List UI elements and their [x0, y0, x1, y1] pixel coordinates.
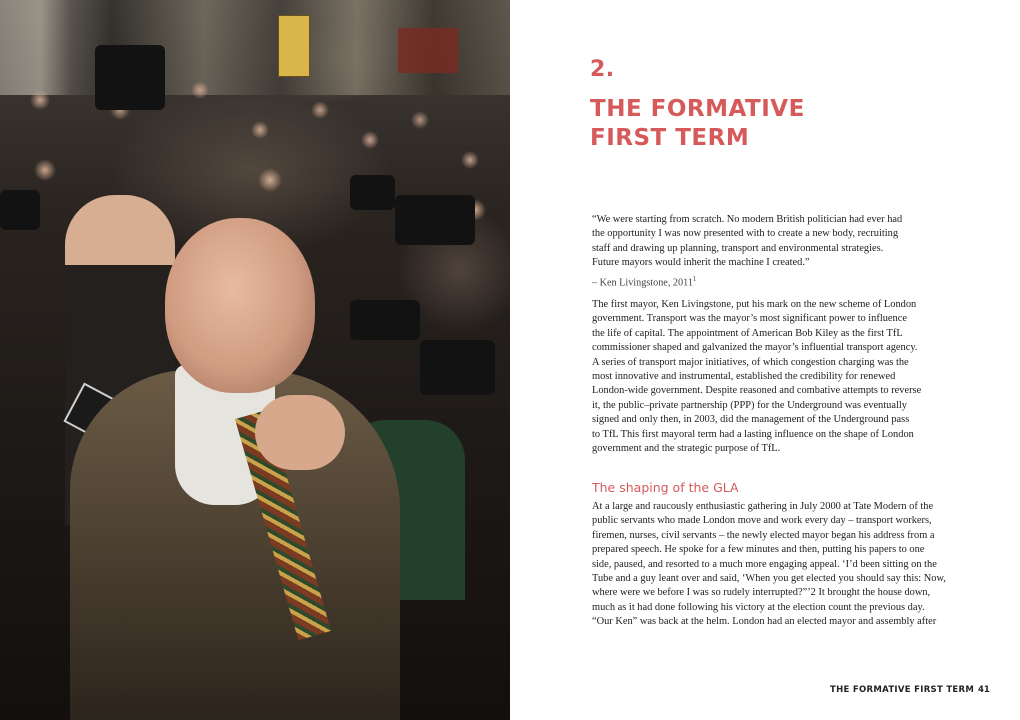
epigraph-line: “We were starting from scratch. No modern British politician had ever had — [592, 214, 903, 225]
section-line: Tube and a guy leant over and said, ‘When you get elected you should say this: Now, — [592, 573, 946, 585]
chapter-title-line: THE FORMATIVE — [590, 96, 805, 122]
photo-mayor-hand — [255, 395, 345, 470]
photo-sign — [398, 28, 458, 73]
photo-mayor-head — [165, 218, 315, 393]
body-line: signed and only then, in 2003, did the management of the Underground pass — [592, 414, 910, 426]
section-line: firemen, nurses, civil servants – the newly elected mayor began his address from a — [592, 529, 935, 541]
footnote-marker: 1 — [692, 275, 697, 283]
photo-camera — [95, 45, 165, 110]
body-line: London-wide government. Despite reasoned and combative attempts to reverse — [592, 385, 922, 397]
body-line: most innovative and instrumental, established the credibility for renewed — [592, 371, 896, 383]
section-line: side, paused, and resorted to a much more engaging appeal. ‘I’d been sitting on the — [592, 558, 937, 570]
epigraph-line: staff and drawing up planning, transport and environmental strategies. — [592, 242, 884, 254]
epigraph-quote — [592, 213, 952, 270]
section-line: where were we before I was so rudely interrupted?”’2 It brought the house down, — [592, 587, 931, 599]
page-number: 41 — [978, 685, 990, 695]
body-line: government and the strategic purpose of TfL. — [592, 443, 781, 455]
section-heading: The shaping of the GLA — [592, 480, 739, 495]
body-line: commissioner shaped and galvanized the mayor’s influential transport agency. — [592, 342, 918, 354]
body-line: the life of capital. The appointment of American Bob Kiley as the first TfL — [592, 327, 903, 339]
photo-camera — [350, 300, 420, 340]
section-line: prepared speech. He spoke for a few minutes and then, putting his papers to one — [592, 544, 925, 556]
epigraph-attribution — [592, 275, 696, 288]
chapter-title-line: FIRST TERM — [590, 125, 750, 151]
epigraph-line: Future mayors would inherit the machine I created.” — [592, 256, 810, 268]
photo-camera — [350, 175, 395, 210]
body-line: government. Transport was the mayor’s most significant power to influence — [592, 313, 907, 325]
body-line: The first mayor, Ken Livingstone, put his mark on the new scheme of London — [592, 299, 917, 310]
body-line: A series of transport major initiatives, of which congestion charging was the — [592, 356, 909, 368]
section-line: public servants who made London move and work every day – transport workers, — [592, 515, 932, 527]
photo-camera — [420, 340, 495, 395]
section-line: much as it had done following his victory at the election count the previous day. — [592, 601, 925, 613]
epigraph-line: the opportunity I was now presented with to create a new body, recruiting — [592, 228, 899, 240]
body-paragraph — [592, 298, 957, 456]
section-line: At a large and raucously enthusiastic gathering in July 2000 at Tate Modern of the — [592, 501, 934, 512]
chapter-number: 2. — [590, 57, 615, 82]
running-footer-title: THE FORMATIVE FIRST TERM — [830, 685, 975, 695]
text-page — [510, 0, 1020, 720]
body-line: it, the public–private partnership (PPP) for the Underground was eventually — [592, 399, 907, 411]
photo-camera — [395, 195, 475, 245]
attribution-text: – Ken Livingstone, 2011 — [592, 277, 693, 289]
body-line: to TfL This first mayoral term had a lasting influence on the shape of London — [592, 428, 914, 440]
section-paragraph — [592, 500, 957, 630]
photo-poster — [278, 15, 310, 77]
section-line: “Our Ken” was back at the helm. London had an elected mayor and assembly after — [592, 616, 937, 628]
photo-camera — [0, 190, 40, 230]
chapter-title — [590, 95, 805, 153]
